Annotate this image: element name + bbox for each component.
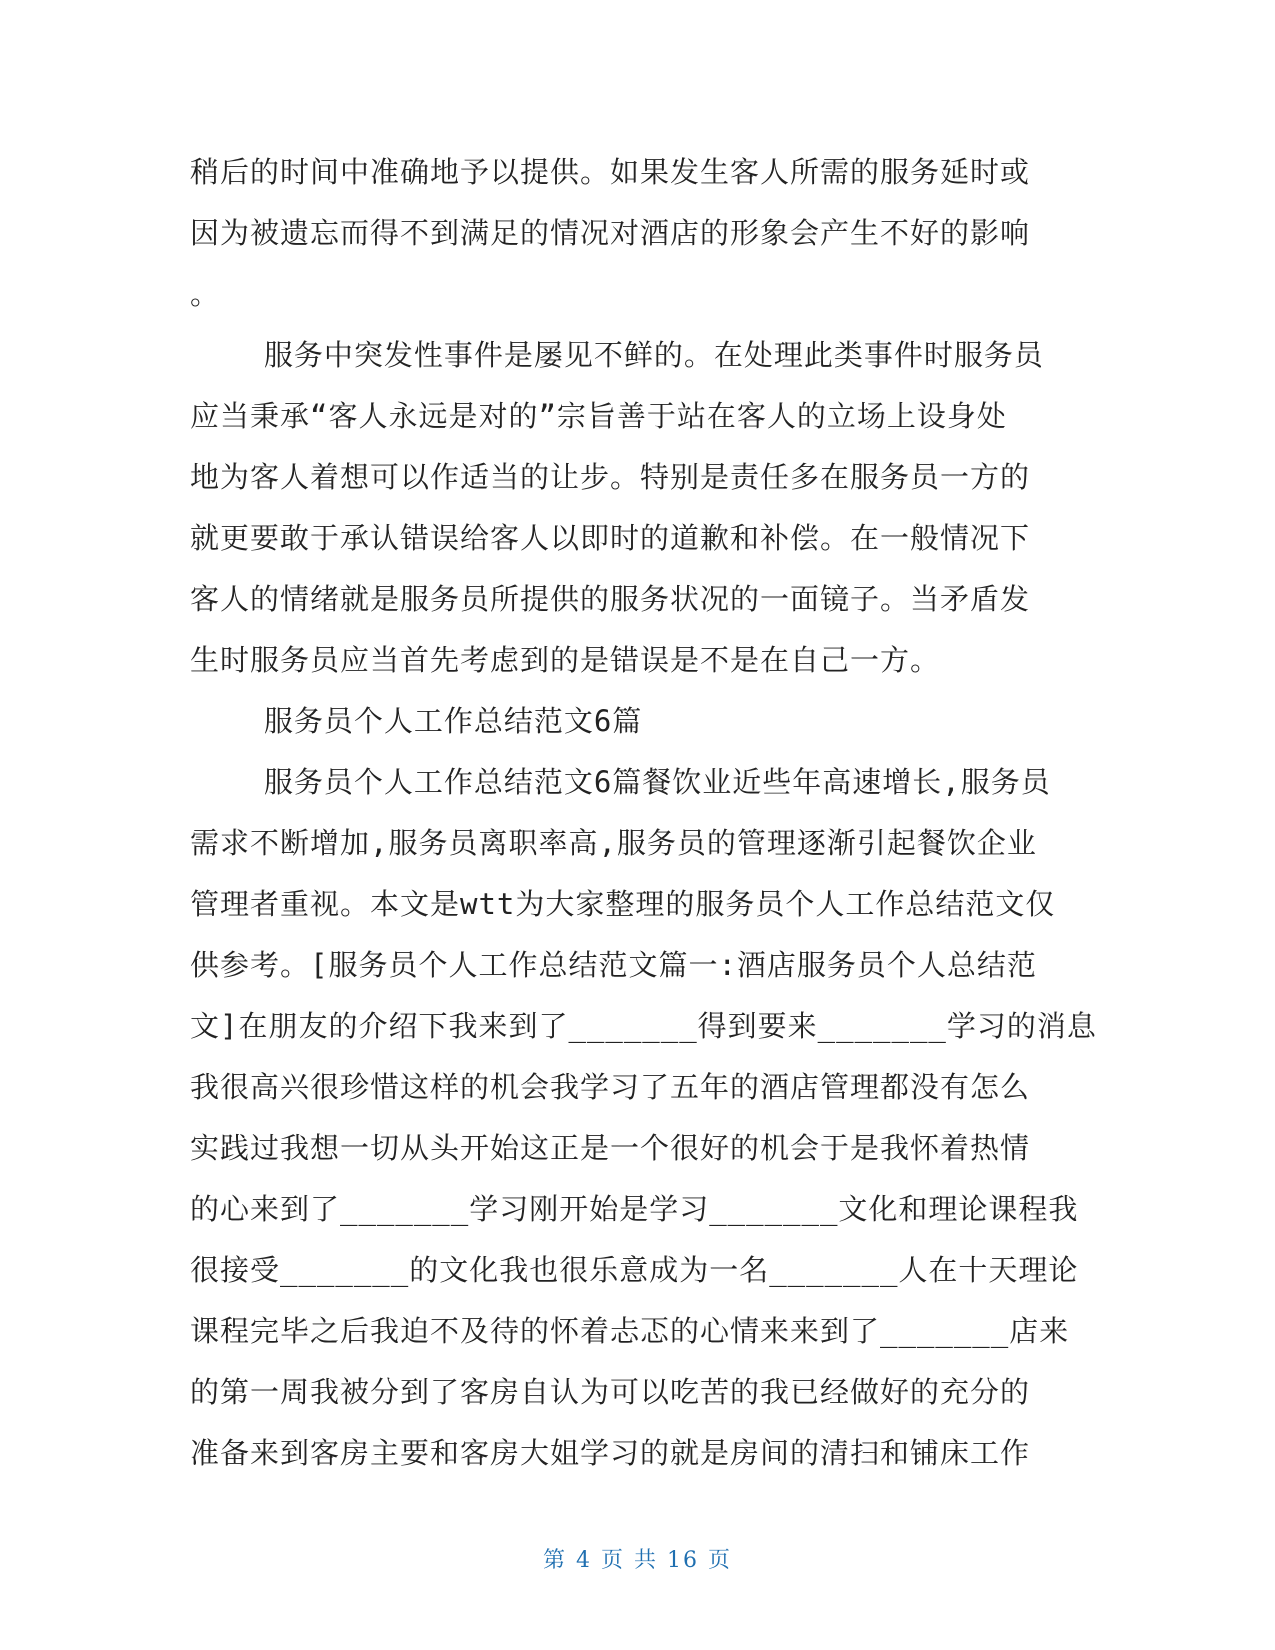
text-line: 实践过我想一切从头开始这正是一个很好的机会于是我怀着热情 [190,1131,1031,1165]
text-line: 准备来到客房主要和客房大姐学习的就是房间的清扫和铺床工作 [190,1436,1031,1470]
text-line: 客人的情绪就是服务员所提供的服务状况的一面镜子。当矛盾发 [190,582,1031,616]
section-heading: 服务员个人工作总结范文6篇 [190,704,643,738]
text-line: 的第一周我被分到了客房自认为可以吃苦的我已经做好的充分的 [190,1375,1031,1409]
text-line: 的心来到了_______学习刚开始是学习_______文化和理论课程我 [190,1192,1079,1226]
text-line: 需求不断增加,服务员离职率高,服务员的管理逐渐引起餐饮企业 [190,826,1037,860]
body-text [190,142,1097,1484]
text-line: 因为被遗忘而得不到满足的情况对酒店的形象会产生不好的影响 [190,216,1031,250]
text-line: 应当秉承“客人永远是对的”宗旨善于站在客人的立场上设身处 [190,399,1007,433]
text-line: 生时服务员应当首先考虑到的是错误是不是在自己一方。 [190,643,941,677]
text-line: 管理者重视。本文是wtt为大家整理的服务员个人工作总结范文仅 [190,887,1056,921]
text-line: 文]在朋友的介绍下我来到了_______得到要来_______学习的消息 [190,1009,1097,1043]
text-line: 就更要敢于承认错误给客人以即时的道歉和补偿。在一般情况下 [190,521,1031,555]
text-line: 我很高兴很珍惜这样的机会我学习了五年的酒店管理都没有怎么 [190,1070,1031,1104]
text-line: 很接受_______的文化我也很乐意成为一名_______人在十天理论 [190,1253,1079,1287]
text-line: 。 [190,277,221,311]
text-line: 课程完毕之后我迫不及待的怀着忐忑的心情来来到了_______店来 [190,1314,1070,1348]
text-line: 稍后的时间中准确地予以提供。如果发生客人所需的服务延时或 [190,155,1031,189]
page-number-footer: 第 4 页 共 16 页 [543,1548,732,1573]
text-line: 服务中突发性事件是屡见不鲜的。在处理此类事件时服务员 [190,338,1044,372]
text-line: 供参考。[服务员个人工作总结范文篇一:酒店服务员个人总结范 [190,948,1037,982]
text-line: 服务员个人工作总结范文6篇餐饮业近些年高速增长,服务员 [190,765,1051,799]
text-line: 地为客人着想可以作适当的让步。特别是责任多在服务员一方的 [190,460,1031,494]
